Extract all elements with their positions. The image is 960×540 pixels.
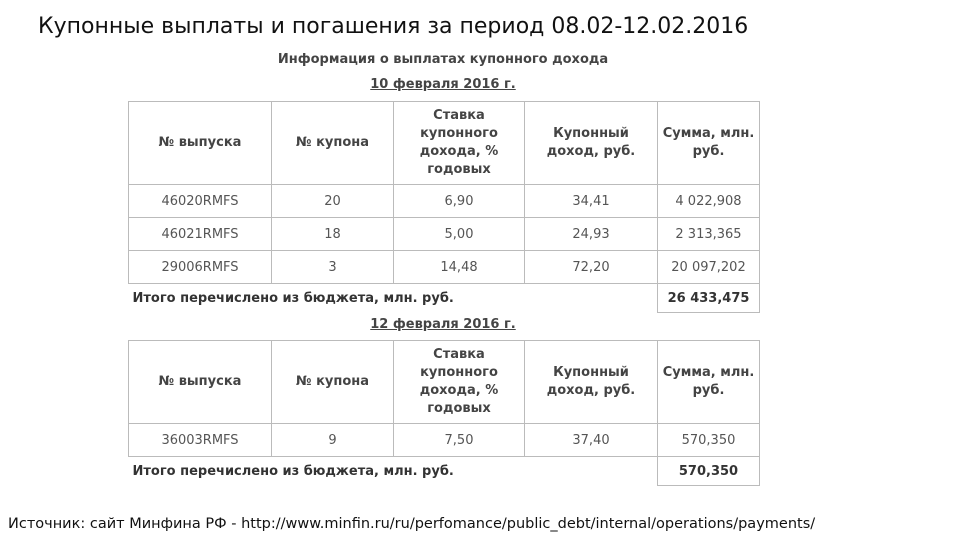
header-coupon-rate: Ставка купонного дохода, % годовых (394, 102, 525, 185)
header-coupon-income: Купонный доход, руб. (525, 102, 658, 185)
source-citation: Источник: сайт Минфина РФ - http://www.minfin.ru/ru/perfomance/public_debt/internal/operations/payments/ (8, 516, 816, 532)
total-row (129, 284, 760, 313)
total-value: 26 433,475 (658, 284, 760, 313)
cell-coupon: 18 (272, 218, 394, 251)
cell-issue: 46021RMFS (129, 218, 272, 251)
cell-rate: 6,90 (394, 185, 525, 218)
header-coupon-number: № купона (272, 102, 394, 185)
header-amount: Сумма, млн. руб. (658, 102, 760, 185)
total-label: Итого перечислено из бюджета, млн. руб. (129, 457, 658, 486)
cell-coupon: 3 (272, 251, 394, 284)
slide-title: Купонные выплаты и погашения за период 08.02-12.02.2016 (38, 14, 749, 39)
cell-amount: 570,350 (658, 424, 760, 457)
cell-amount: 4 022,908 (658, 185, 760, 218)
coupon-table-1 (128, 101, 760, 313)
table-row (129, 218, 760, 251)
table-row (129, 251, 760, 284)
header-issue-number: № выпуска (129, 102, 272, 185)
cell-rate: 14,48 (394, 251, 525, 284)
cell-rate: 5,00 (394, 218, 525, 251)
table-header-row (129, 102, 760, 185)
header-coupon-income: Купонный доход, руб. (525, 341, 658, 424)
cell-rate: 7,50 (394, 424, 525, 457)
cell-coupon: 20 (272, 185, 394, 218)
header-coupon-rate: Ставка купонного дохода, % годовых (394, 341, 525, 424)
table-row (129, 424, 760, 457)
cell-income: 37,40 (525, 424, 658, 457)
section-date-2: 12 февраля 2016 г. (370, 317, 516, 332)
section-date-1: 10 февраля 2016 г. (370, 77, 516, 92)
total-row (129, 457, 760, 486)
cell-amount: 20 097,202 (658, 251, 760, 284)
total-label: Итого перечислено из бюджета, млн. руб. (129, 284, 658, 313)
cell-income: 72,20 (525, 251, 658, 284)
total-value: 570,350 (658, 457, 760, 486)
header-coupon-number: № купона (272, 341, 394, 424)
table-header-row (129, 341, 760, 424)
cell-issue: 29006RMFS (129, 251, 272, 284)
cell-income: 24,93 (525, 218, 658, 251)
header-issue-number: № выпуска (129, 341, 272, 424)
coupon-table-2 (128, 340, 760, 486)
cell-issue: 46020RMFS (129, 185, 272, 218)
header-amount: Сумма, млн. руб. (658, 341, 760, 424)
cell-coupon: 9 (272, 424, 394, 457)
table-row (129, 185, 760, 218)
cell-amount: 2 313,365 (658, 218, 760, 251)
cell-income: 34,41 (525, 185, 658, 218)
cell-issue: 36003RMFS (129, 424, 272, 457)
document-heading: Информация о выплатах купонного дохода (277, 52, 609, 67)
